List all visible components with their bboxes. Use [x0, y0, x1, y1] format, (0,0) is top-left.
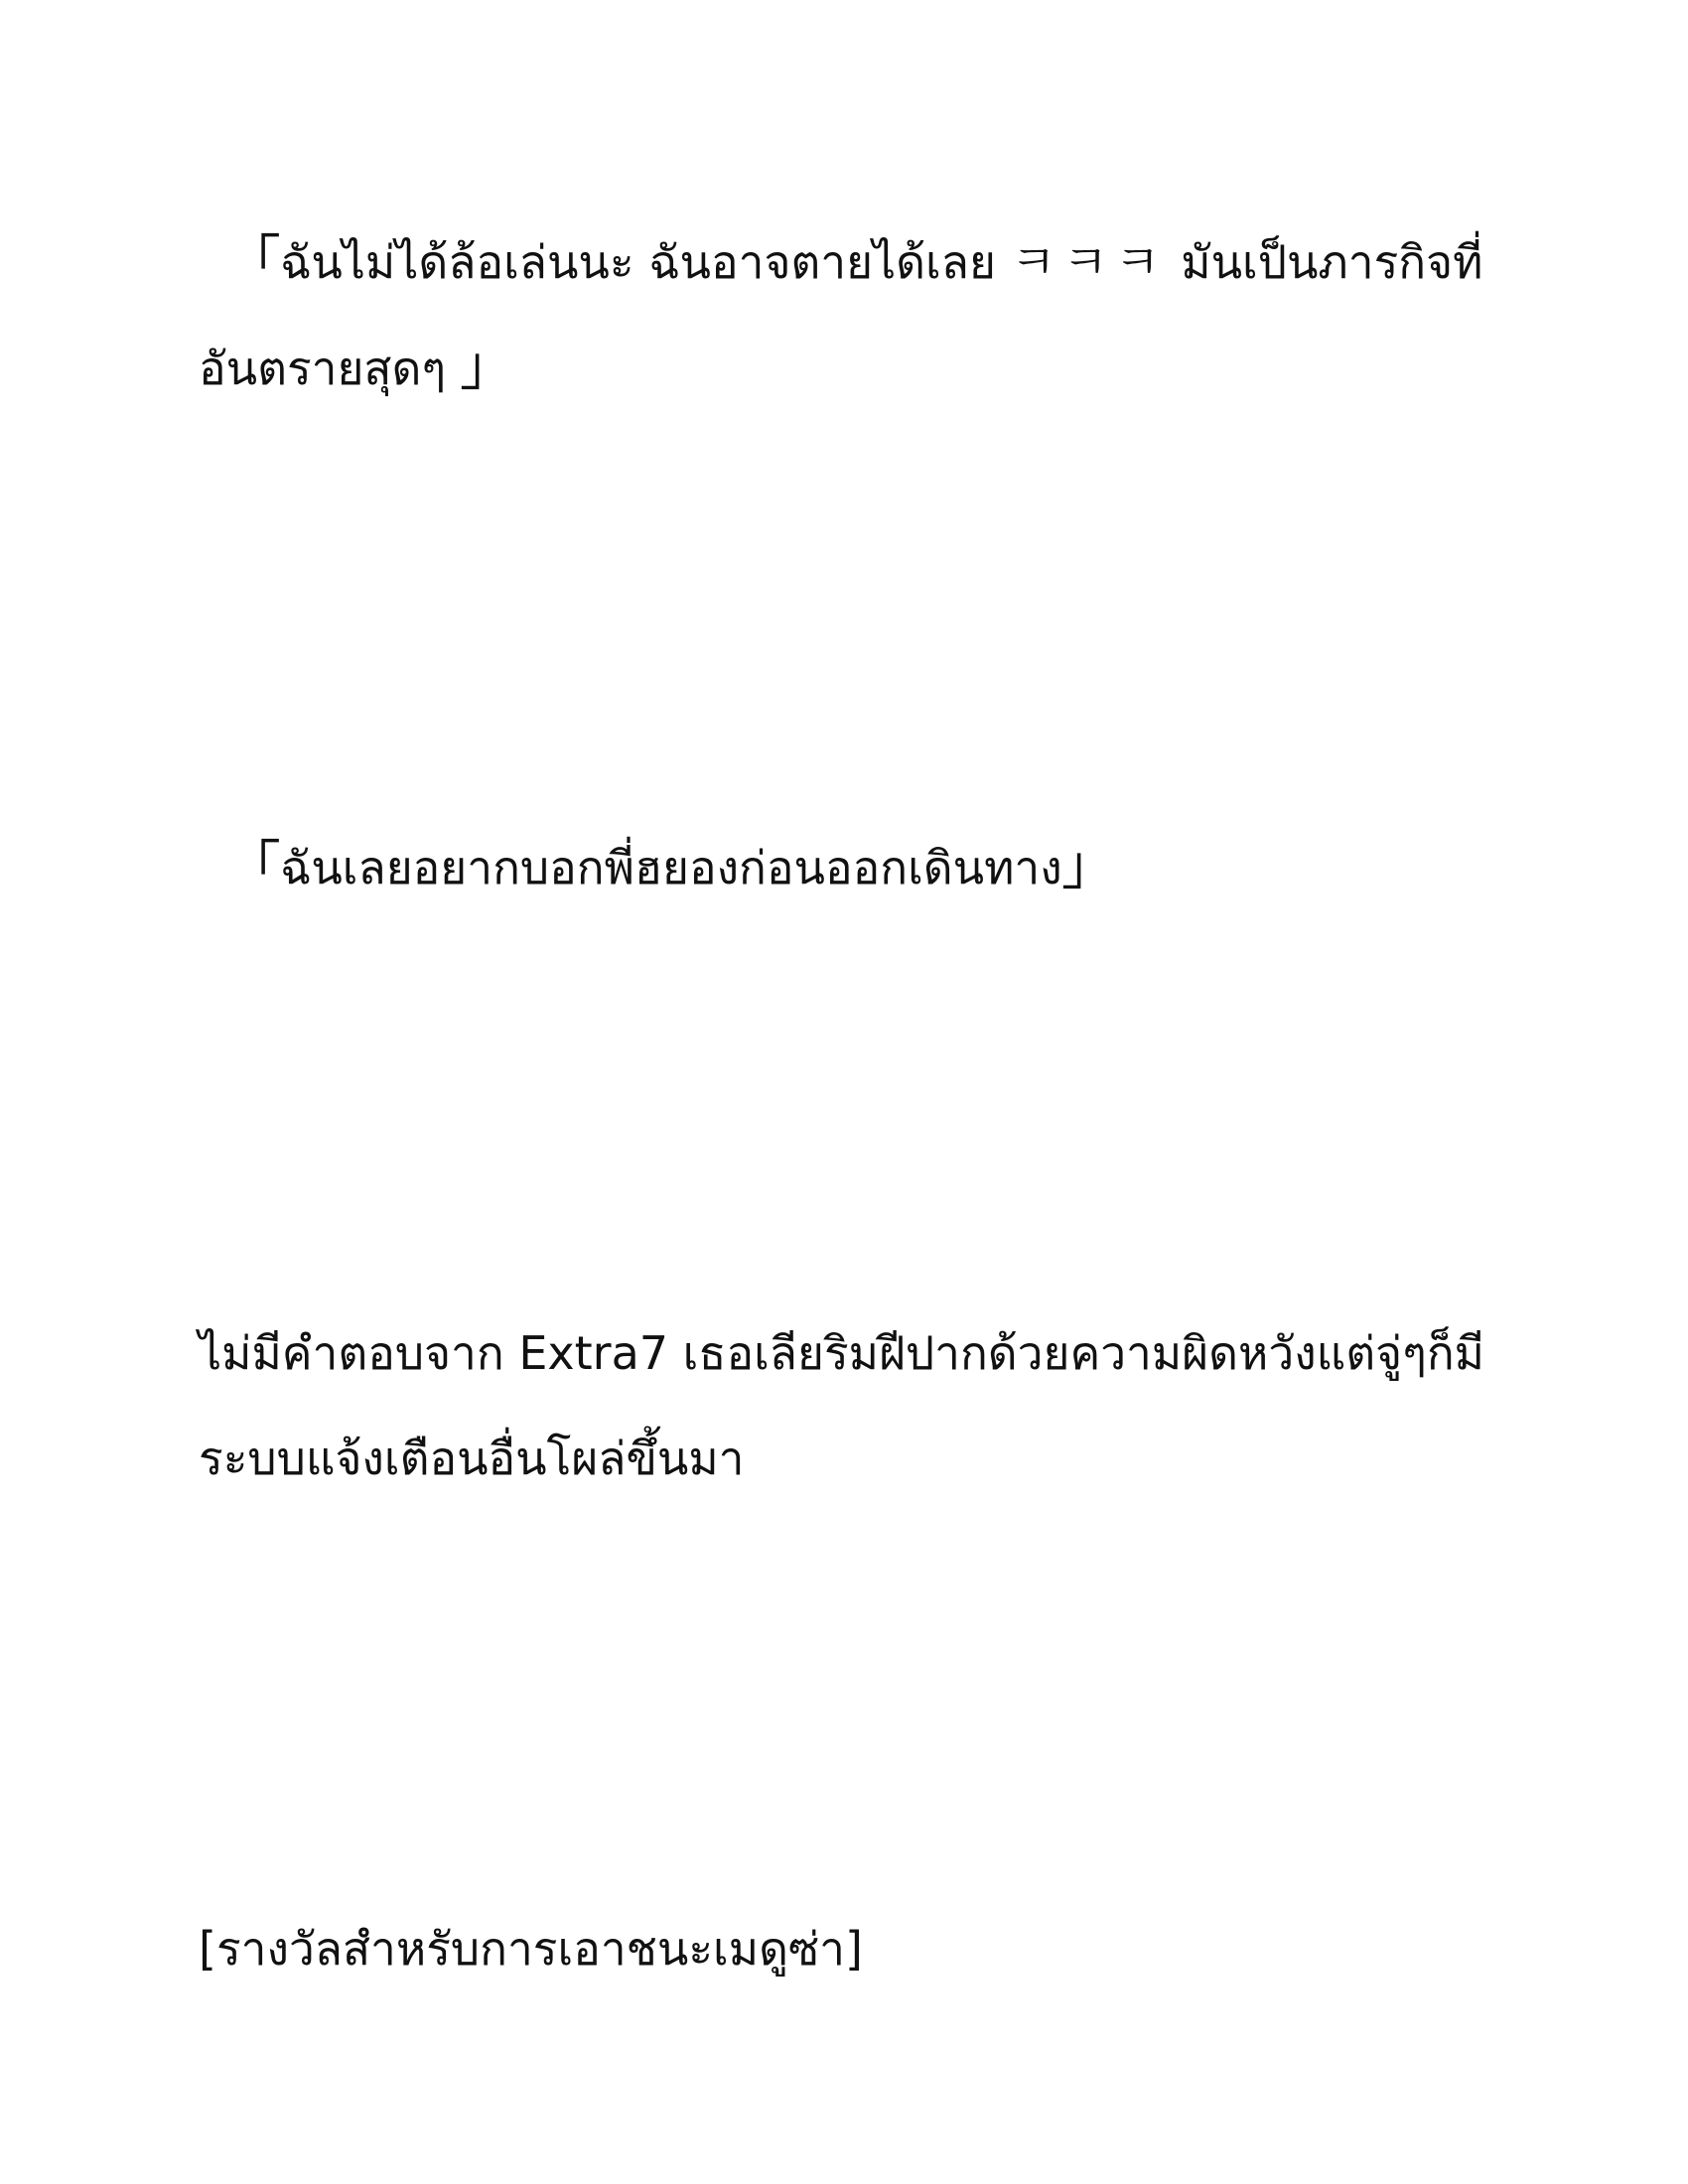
narration-paragraph: ไม่มีคำตอบจาก Extra7 เธอเลียริมฝีปากด้วยความผิดหวังแต่จู่ๆก็มีระบบแจ้งเตือนอื่นโผล่ขึ้นมา — [199, 1326, 1485, 1485]
dialogue-paragraph-2 — [199, 814, 1509, 920]
open-quote-bracket: 「 — [228, 231, 281, 291]
open-quote-bracket: 「 — [228, 837, 281, 896]
close-quote-bracket: 」 — [460, 338, 512, 397]
system-notification-heading: [รางวัลสำหรับการเอาชนะเมดูซ่า] — [199, 1922, 863, 1976]
close-quote-bracket: 」 — [1061, 837, 1114, 896]
dialogue-text: ฉันเลยอยากบอกพี่ฮยองก่อนออกเดินทาง — [280, 841, 1062, 894]
dialogue-paragraph-1 — [199, 208, 1509, 421]
laugh-text: ㅋㅋㅋ — [1010, 234, 1167, 290]
dialogue-text-continued: มันเป็นภารกิจที่อันตรายสุดๆ — [199, 235, 1483, 395]
dialogue-text: ฉันไม่ได้ล้อเล่นนะ ฉันอาจตายได้เลย — [280, 235, 1011, 289]
